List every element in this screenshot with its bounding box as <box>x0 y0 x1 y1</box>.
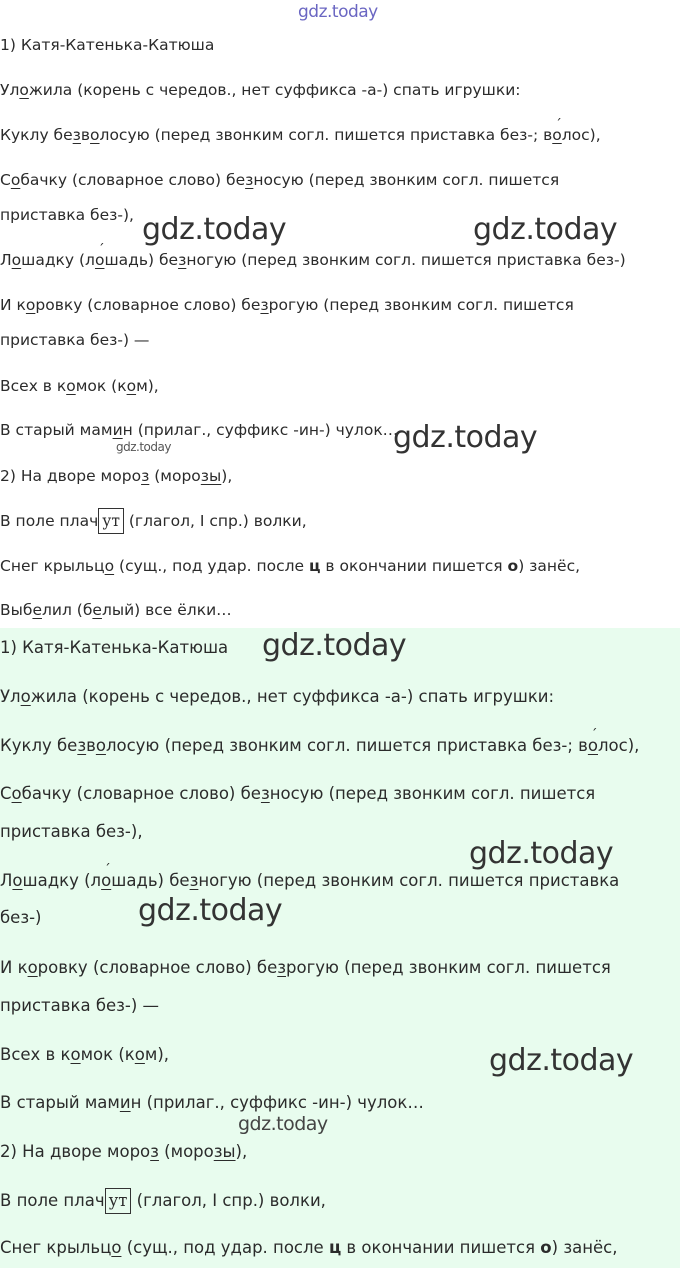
text-line <box>0 125 601 145</box>
text-part: 2) На дворе моро <box>0 467 142 485</box>
stressed-orthogram: о ´ <box>95 251 104 269</box>
text-part: м), <box>136 377 159 395</box>
orthogram-underlined: о <box>20 687 31 706</box>
text-part: рогую (перед звонким согл. пишется <box>286 958 611 977</box>
orthogram-underlined: зы <box>213 1142 236 1161</box>
orthogram-underlined: о <box>126 377 137 395</box>
text-line <box>0 958 611 978</box>
watermark: gdz.today <box>116 440 171 454</box>
text-part: ровку (словарное слово) бе <box>35 296 261 314</box>
orthogram-underlined: о <box>11 784 22 803</box>
ending-box: ут <box>98 508 124 534</box>
text-part: лый) все ёлки… <box>101 601 232 619</box>
answer-section-1 <box>0 0 680 628</box>
text-part: шадь) бе <box>111 871 190 890</box>
orthogram-underlined: зы <box>200 467 222 485</box>
orthogram-underlined: з <box>260 296 269 314</box>
text-part: бачку (словарное слово) бе <box>20 171 246 189</box>
answer-section-2 <box>0 628 680 1268</box>
text-line <box>0 871 619 891</box>
orthogram-underlined: з <box>260 784 270 803</box>
orthogram-underlined: о <box>104 557 115 575</box>
text-part: (глагол, I спр.) волки, <box>131 1191 326 1210</box>
text-part: ) занёс, <box>551 1238 618 1257</box>
text-part: жила (корень с чередов., нет суффикса -а-) спать игрушки: <box>30 687 555 706</box>
text-part: бачку (словарное слово) бе <box>21 784 261 803</box>
orthogram-underlined: з <box>178 251 187 269</box>
text-part: м), <box>144 1045 170 1064</box>
bold-letter: о <box>540 1238 552 1257</box>
watermark: gdz.today <box>469 836 614 871</box>
text-line <box>0 80 521 100</box>
text-part: В старый мам <box>0 421 113 439</box>
text-line <box>0 1238 617 1258</box>
text-line <box>0 205 134 225</box>
line-text: приставка без-) — <box>0 996 160 1015</box>
text-part: лосую (перед звонким согл. пишется приставка без-; в <box>99 126 553 144</box>
text-line <box>0 600 232 620</box>
text-line <box>0 250 626 270</box>
text-part: (сущ., под удар. после <box>114 557 309 575</box>
text-part: в окончании пишется <box>320 557 508 575</box>
text-part: шадку (л <box>21 251 95 269</box>
orthogram-underlined: з <box>277 958 287 977</box>
text-part: ), <box>221 467 233 485</box>
line-text: приставка без-), <box>0 206 134 224</box>
watermark: gdz.today <box>473 212 618 247</box>
text-part: Снег крыльц <box>0 1238 112 1257</box>
watermark: gdz.today <box>393 420 538 455</box>
text-part: в <box>80 126 91 144</box>
orthogram-underlined: о <box>11 251 22 269</box>
orthogram-underlined: о <box>25 296 36 314</box>
orthogram-underlined: о <box>19 81 29 99</box>
text-line <box>0 466 232 486</box>
text-part: шадь) бе <box>104 251 179 269</box>
text-part: Ул <box>0 81 20 99</box>
bold-letter: ц <box>309 557 321 575</box>
line-text: приставка без-) — <box>0 331 150 349</box>
orthogram-underlined: о <box>95 736 106 755</box>
orthogram-underlined: о <box>111 1238 122 1257</box>
orthogram-underlined: з <box>141 467 150 485</box>
text-part: Выб <box>0 601 33 619</box>
orthogram-underlined: и <box>119 1093 131 1112</box>
watermark: gdz.today <box>142 212 287 247</box>
text-part: (сущ., под удар. после <box>121 1238 329 1257</box>
text-line <box>0 822 143 842</box>
text-line <box>0 784 595 804</box>
text-part: (моро <box>149 467 201 485</box>
stressed-orthogram: о ´ <box>101 871 111 890</box>
text-part: Л <box>0 871 13 890</box>
text-part: Ул <box>0 687 21 706</box>
line-text: приставка без-), <box>0 822 143 841</box>
watermark: gdz.today <box>489 1043 634 1078</box>
orthogram-underlined: з <box>72 126 81 144</box>
text-part: В поле плач <box>0 1191 105 1210</box>
text-part: ногую (перед звонким согл. пишется приставка <box>198 871 620 890</box>
text-part: Всех в к <box>0 1045 71 1064</box>
text-part: И к <box>0 296 26 314</box>
text-part: ровку (словарное слово) бе <box>37 958 278 977</box>
text-line <box>0 638 228 658</box>
orthogram-underlined: з <box>189 871 199 890</box>
text-part: лос), <box>598 736 640 755</box>
text-line <box>0 687 554 707</box>
bold-letter: о <box>507 557 519 575</box>
text-part: ) занёс, <box>518 557 581 575</box>
orthogram-underlined: о <box>90 126 100 144</box>
ending-box: ут <box>105 1188 132 1214</box>
orthogram-underlined: з <box>150 1142 159 1161</box>
text-line <box>0 420 398 440</box>
text-part: Куклу бе <box>0 736 78 755</box>
text-line <box>0 556 580 576</box>
stressed-orthogram: о ´ <box>552 126 561 144</box>
text-part: шадку (л <box>22 871 102 890</box>
text-part: мок (к <box>80 1045 135 1064</box>
text-part: носую (перед звонким согл. пишется <box>253 171 560 189</box>
stressed-orthogram: о ´ <box>588 736 598 755</box>
text-line <box>0 908 42 928</box>
watermark: gdz.today <box>238 1113 328 1135</box>
text-part: В поле плач <box>0 512 99 530</box>
text-line <box>0 1093 424 1113</box>
text-part: н (прилаг., суффикс -ин-) чулок… <box>122 421 399 439</box>
text-part: Л <box>0 251 12 269</box>
text-part: Снег крыльц <box>0 557 105 575</box>
text-line <box>0 170 559 190</box>
watermark: gdz.today <box>138 893 283 928</box>
text-line <box>0 1188 326 1214</box>
orthogram-underlined: о <box>12 871 23 890</box>
text-part: лил (б <box>41 601 93 619</box>
text-line <box>0 35 214 55</box>
text-line <box>0 330 149 350</box>
text-part: Куклу бе <box>0 126 73 144</box>
orthogram-underlined: е <box>92 601 102 619</box>
site-logo: gdz.today <box>298 2 378 22</box>
text-part: жила (корень с чередов., нет суффикса -а-) спать игрушки: <box>28 81 521 99</box>
text-part: С <box>0 171 11 189</box>
text-part: Всех в к <box>0 377 67 395</box>
text-line <box>0 508 307 534</box>
text-part: лос), <box>561 126 601 144</box>
text-line <box>0 376 159 396</box>
text-part: И к <box>0 958 28 977</box>
orthogram-underlined: з <box>245 171 254 189</box>
line-text: 1) Катя-Катенька-Катюша <box>0 638 229 657</box>
text-line <box>0 295 574 315</box>
orthogram-underlined: о <box>27 958 38 977</box>
orthogram-underlined: з <box>77 736 87 755</box>
text-part: н (прилаг., суффикс -ин-) чулок… <box>130 1093 424 1112</box>
text-line <box>0 1142 247 1162</box>
text-part: (моро <box>158 1142 214 1161</box>
orthogram-underlined: е <box>32 601 42 619</box>
text-part: (глагол, I спр.) волки, <box>123 512 307 530</box>
text-part: В старый мам <box>0 1093 120 1112</box>
text-part: 2) На дворе моро <box>0 1142 151 1161</box>
line-text: без-) <box>0 908 42 927</box>
orthogram-underlined: о <box>66 377 76 395</box>
text-part: лосую (перед звонким согл. пишется приставка без-; в <box>105 736 588 755</box>
text-part: С <box>0 784 12 803</box>
text-part: в окончании пишется <box>341 1238 541 1257</box>
text-part: в <box>86 736 96 755</box>
text-line <box>0 736 639 756</box>
watermark: gdz.today <box>262 628 407 663</box>
text-line <box>0 996 159 1016</box>
text-line <box>0 1045 169 1065</box>
orthogram-underlined: о <box>134 1045 145 1064</box>
bold-letter: ц <box>328 1238 342 1257</box>
line-text: 1) Катя-Катенька-Катюша <box>0 36 215 54</box>
text-part: ногую (перед звонким согл. пишется приставка без-) <box>186 251 626 269</box>
orthogram-underlined: и <box>112 421 123 439</box>
text-part: мок (к <box>75 377 127 395</box>
text-part: носую (перед звонким согл. пишется <box>269 784 596 803</box>
orthogram-underlined: о <box>10 171 21 189</box>
text-part: ), <box>235 1142 248 1161</box>
orthogram-underlined: о <box>70 1045 81 1064</box>
text-part: рогую (перед звонким согл. пишется <box>268 296 574 314</box>
